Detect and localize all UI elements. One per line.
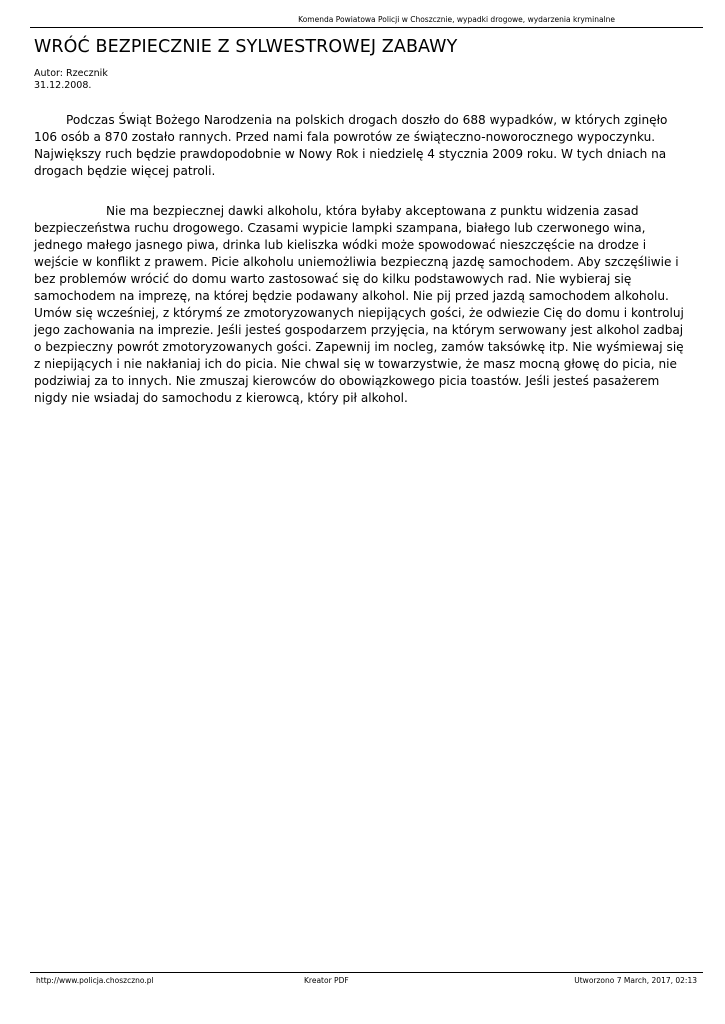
footer-divider bbox=[30, 972, 703, 973]
page-header-text: Komenda Powiatowa Policji w Choszcznie, wypadki drogowe, wydarzenia kryminalne bbox=[298, 15, 615, 24]
footer-creator: Kreator PDF bbox=[304, 976, 349, 985]
article-meta bbox=[34, 68, 108, 92]
footer-site-url: http://www.policja.choszczno.pl bbox=[36, 976, 154, 985]
article-title: WRÓĆ BEZPIECZNIE Z SYLWESTROWEJ ZABAWY bbox=[34, 37, 458, 57]
header-divider bbox=[30, 27, 703, 28]
article-author: Autor: Rzecznik bbox=[34, 68, 108, 79]
article-date: 31.12.2008. bbox=[34, 80, 92, 91]
footer-created-date: Utworzono 7 March, 2017, 02:13 bbox=[574, 976, 697, 985]
article-paragraph: Nie ma bezpiecznej dawki alkoholu, która byłaby akceptowana z punktu widzenia zasad bezpieczeństwa ruchu drogowego. Czasami wypicie lampki szampana, białego lub czerwonego wina, jednego małego jasnego piwa, drinka lub kieliszka wódki może spowodować nieszczęście na drodze i wejście w konflikt z prawem. Picie alkoholu uniemożliwia bezpieczną jazdę samochodem. Aby szczęśliwie i bez problemów wrócić do domu warto zastosować się do kilku podstawowych rad. Nie wybieraj się samochodem na imprezę, na której będzie podawany alkohol. Nie pij przed jazdą samochodem alkoholu. Umów się wcześniej, z którymś ze zmotoryzowanych niepijących gości, że odwiezie Cię do domu i kontroluj jego zachowania na imprezie. Jeśli jesteś gospodarzem przyjęcia, na którym serwowany jest alkohol zadbaj o bezpieczny powrót zmotoryzowanych gości. Zapewnij im nocleg, zamów taksówkę itp. Nie wyśmiewaj się z niepijących i nie nakłaniaj ich do picia. Nie chwal się w towarzystwie, że masz mocną głowę do picia, nie podziwiaj za to innych. Nie zmuszaj kierowców do obowiązkowego picia toastów. Jeśli jesteś pasażerem nigdy nie wsiadaj do samochodu z kierowcą, który pił alkohol. bbox=[34, 204, 684, 405]
article-paragraph: Podczas Świąt Bożego Narodzenia na polskich drogach doszło do 688 wypadków, w których zginęło 106 osób a 870 zostało rannych. Przed nami fala powrotów ze świąteczno-noworocznego wypoczynku. Największy ruch będzie prawdopodobnie w Nowy Rok i niedzielę 4 stycznia 2009 roku. W tych dniach na drogach będzie więcej patroli. bbox=[34, 113, 668, 178]
